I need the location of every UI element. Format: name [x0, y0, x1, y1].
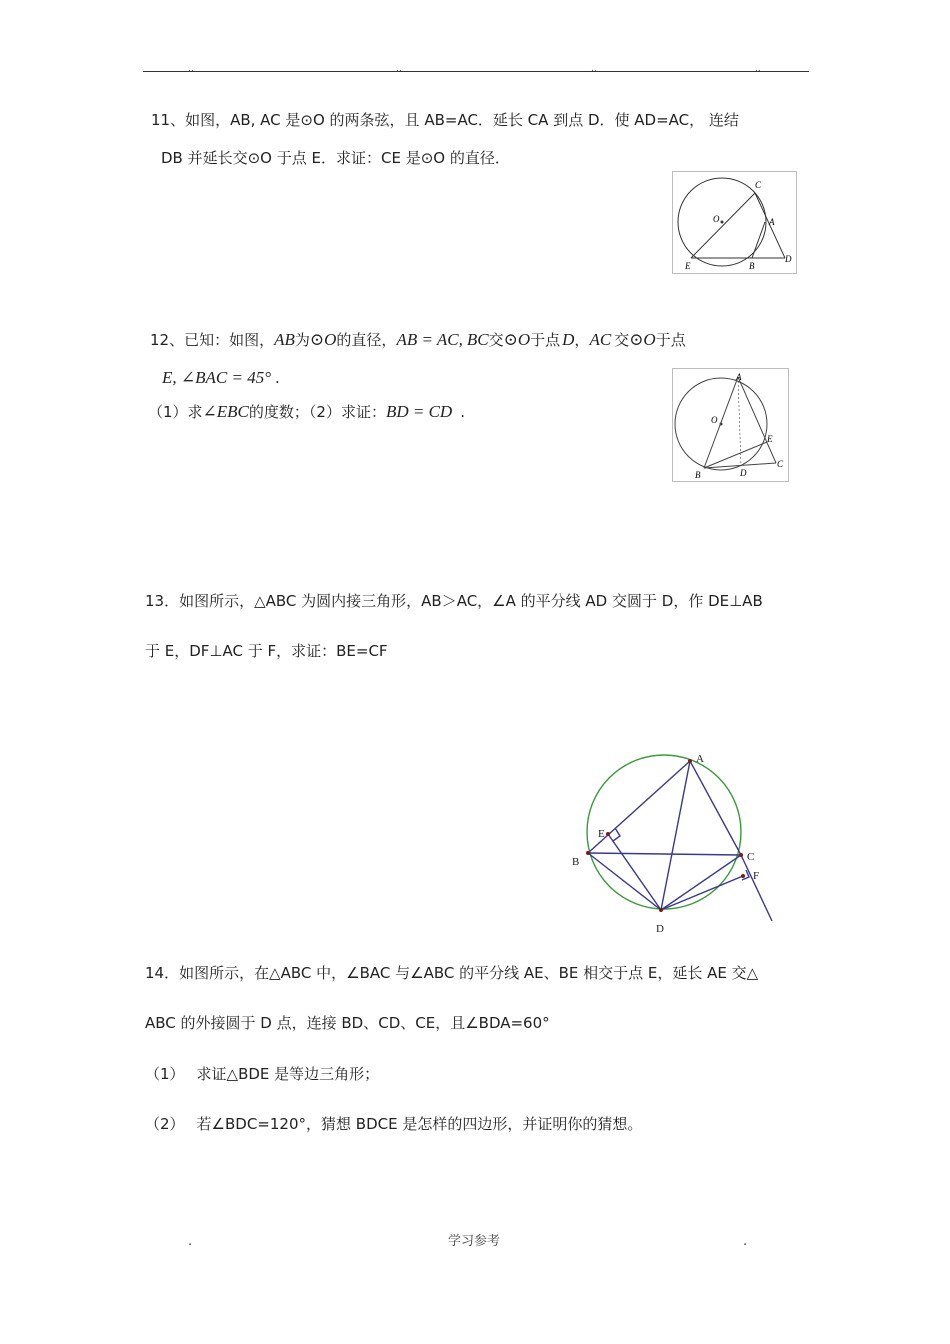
- q12-line3-dot: .: [460, 403, 465, 421]
- q14-item1-num: （1）: [145, 1065, 185, 1083]
- q12-part1: （1）求: [148, 403, 203, 421]
- q11-label-c: C: [755, 180, 762, 190]
- q12-ab: AB: [274, 330, 295, 349]
- q12-eq: AB = AC,: [396, 330, 463, 349]
- q13-line-de: [608, 834, 661, 910]
- q12-jiao1: 交: [488, 331, 504, 349]
- header-mark: ..: [396, 64, 402, 74]
- q11-label-b: B: [749, 261, 755, 271]
- q12-comma: ，: [574, 331, 590, 349]
- q12-line1: [150, 330, 686, 350]
- q12-figure-svg: [673, 369, 788, 481]
- q14-item2: [145, 1114, 642, 1134]
- q13-label-c: C: [747, 851, 755, 863]
- q12-line-ac: [738, 377, 776, 463]
- q12-label-a: A: [736, 372, 742, 382]
- q12-odot1: ⊙O: [309, 330, 337, 349]
- q14-line2: ABC 的外接圆于 D 点，连接 BD、CD、CE，且∠BDA=60°: [145, 1014, 550, 1032]
- q11-center-dot: [721, 221, 724, 224]
- q13-label-e: E: [598, 828, 605, 840]
- q12-odot2: ⊙O: [503, 330, 531, 349]
- q11-label-d: D: [785, 254, 792, 264]
- q11-label-e: E: [685, 261, 691, 271]
- footer-center-text: 学习参考: [448, 1234, 501, 1249]
- header-mark: ..: [755, 64, 761, 74]
- q14-item1-text: 求证△BDE 是等边三角形；: [196, 1065, 380, 1083]
- q13-label-f: F: [753, 870, 760, 882]
- q12-figure: [672, 368, 789, 482]
- q12-wei: 为: [294, 331, 310, 349]
- q12-line2: [162, 368, 280, 388]
- q11-line2: DB 并延长交⊙O 于点 E．求证：CE 是⊙O 的直径．: [161, 149, 510, 167]
- q12-yudian1: 于点: [530, 331, 561, 349]
- q13-point-d: [659, 908, 663, 912]
- header-mark: ..: [591, 64, 597, 74]
- q12-part2: 的度数；（2）求证：: [248, 403, 386, 421]
- q12-expr: E, ∠BAC = 45°: [162, 368, 272, 387]
- q11-line1: 11、如图，AB, AC 是⊙O 的两条弦，且 AB=AC．延长 CA 到点 D．使 AD=AC， 连结: [151, 111, 739, 129]
- q12-ac: AC: [589, 330, 612, 349]
- q11-line-ab: [752, 222, 765, 258]
- q11-line-ce: [691, 193, 755, 258]
- q12-jiao2: 交: [614, 331, 630, 349]
- q12-label-b: B: [695, 470, 701, 480]
- q12-diam: 的直径，: [336, 331, 397, 349]
- q11-figure-svg: [673, 172, 796, 273]
- q11-label-o: O: [713, 214, 720, 224]
- q13-line2: 于 E，DF⊥AC 于 F，求证：BE=CF: [145, 642, 388, 660]
- q11-figure: [672, 171, 797, 274]
- q12-angle: ∠EBC: [202, 402, 249, 421]
- q12-label-c: C: [777, 459, 784, 469]
- q14-line1: 14．如图所示，在△ABC 中，∠BAC 与∠ABC 的平分线 AE、BE 相交于点 E，延长 AE 交△: [145, 964, 759, 982]
- q12-bc: BC: [466, 330, 489, 349]
- q13-point-b: [586, 851, 590, 855]
- q13-point-f: [741, 874, 745, 878]
- q12-expr-dot: .: [275, 369, 280, 387]
- q12-label-e: E: [767, 434, 773, 444]
- q12-odot3: ⊙O: [629, 330, 656, 349]
- q13-point-a: [688, 759, 692, 763]
- q12-bdcd: BD = CD: [385, 402, 453, 421]
- q12-prefix: 12、已知：如图，: [150, 331, 275, 349]
- q14-item2-text: 若∠BDC=120°，猜想 BDCE 是怎样的四边形，并证明你的猜想。: [196, 1115, 643, 1133]
- q13-line-ac-ext: [741, 855, 772, 921]
- header-rule: [143, 71, 809, 72]
- q12-center-dot: [720, 423, 723, 426]
- q13-figure: [565, 745, 785, 940]
- q13-label-b: B: [572, 856, 580, 868]
- q13-point-e: [606, 832, 610, 836]
- q13-point-c: [739, 853, 743, 857]
- q13-line-bd: [588, 853, 661, 910]
- q14-item2-num: （2）: [145, 1115, 185, 1133]
- q11-label-a: A: [769, 217, 775, 227]
- q13-label-d: D: [656, 923, 664, 935]
- q12-line3: [148, 402, 465, 422]
- q12-yudian2: 于点: [655, 331, 686, 349]
- q13-label-a: A: [696, 753, 704, 765]
- footer-right-mark: .: [743, 1234, 748, 1249]
- q12-d: D: [562, 330, 575, 349]
- header-mark: ..: [188, 64, 194, 74]
- q14-item1: [145, 1064, 379, 1084]
- footer-left-mark: .: [188, 1234, 193, 1249]
- q13-figure-svg: [565, 745, 785, 940]
- q13-line-bc: [588, 853, 741, 855]
- q12-label-d: D: [740, 468, 747, 478]
- q12-label-o: O: [711, 415, 718, 425]
- q13-line1: 13．如图所示，△ABC 为圆内接三角形，AB＞AC，∠A 的平分线 AD 交圆于 D，作 DE⊥AB: [145, 592, 763, 610]
